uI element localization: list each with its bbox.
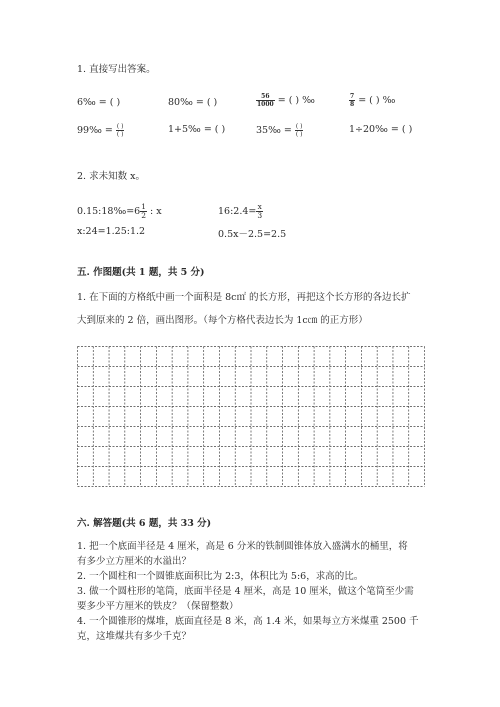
q1-item-7: 35‰ = $\frac{( )}{( )}$: [256, 123, 303, 138]
q1-item-4: $\frac{7}{8}$ = ( ) ‰: [350, 93, 396, 108]
section-6-title: 六. 解答题(共 6 题，共 33 分): [77, 518, 212, 529]
section-5-line-2: 大到原来的 2 倍，画出图形。（每个方格代表边长为 1c㎝ 的正方形）: [77, 315, 368, 326]
q2-equation-1: 0.15:18‰=6 $\frac{1}{2}$ : x: [77, 202, 162, 220]
q2-equation-2-fraction: $\frac{x}{3}$: [257, 202, 263, 220]
q1-item-3: $\frac{56}{1000}$ = ( ) ‰: [257, 93, 315, 108]
q2-equation-3: x:24=1.25:1.2: [77, 226, 146, 237]
problem-3-line-2: 要多少平方厘米的铁皮？（保留整数）: [77, 601, 239, 612]
section-5-title: 五. 作图题(共 1 题，共 5 分): [77, 267, 205, 278]
problem-2: 2. 一个圆柱和一个圆锥底面积比为 2:3，体积比为 5:6，求高的比。: [77, 571, 364, 582]
q2-equation-1-fraction: $\frac{1}{2}$: [141, 202, 146, 220]
problem-4-line-2: 克，这堆煤共有多少千克？: [77, 631, 192, 642]
problem-1-line-1: 1. 把一个底面半径是 4 厘米，高是 6 分米的铁制圆锥体放入盛满水的桶里，将: [77, 541, 408, 552]
q1-item-4-fraction: $\frac{7}{8}$: [350, 93, 355, 108]
grid-paper: [77, 346, 425, 487]
q1-item-5-fraction: $\frac{( )}{( )}$: [116, 123, 124, 138]
section-5-line-1: 1. 在下面的方格纸中画一个面积是 8c㎡ 的长方形，再把这个长方形的各边长扩: [77, 292, 411, 303]
problem-4-line-1: 4. 一个圆锥形的煤堆，底面直径是 8 米，高 1.4 米，如果每立方米煤重 2500 千: [77, 616, 419, 627]
q1-item-3-fraction: $\frac{56}{1000}$: [257, 93, 274, 108]
q1-item-8: 1÷20‰ = ( ): [349, 124, 413, 135]
q1-item-7-fraction: $\frac{( )}{( )}$: [295, 123, 303, 138]
q1-item-6: 1+5‰ = ( ): [168, 124, 226, 135]
q1-item-5: 99‰ = $\frac{( )}{( )}$: [77, 123, 124, 138]
q2-equation-2: 16:2.4= $\frac{x}{3}$: [218, 202, 263, 220]
q2-heading: 2. 求未知数 x。: [77, 171, 145, 182]
q2-equation-4: 0.5x－2.5=2.5: [218, 229, 287, 240]
q1-item-1: 6‰ = ( ): [77, 97, 121, 108]
q1-heading: 1. 直接写出答案。: [77, 64, 156, 75]
problem-3-line-1: 3. 做一个圆柱形的笔筒，底面半径是 4 厘米，高是 10 厘米，做这个笔筒至少需: [77, 586, 414, 597]
problem-1-line-2: 有多少立方厘米的水溢出？: [77, 556, 192, 567]
q1-item-2: 80‰ = ( ): [168, 97, 218, 108]
